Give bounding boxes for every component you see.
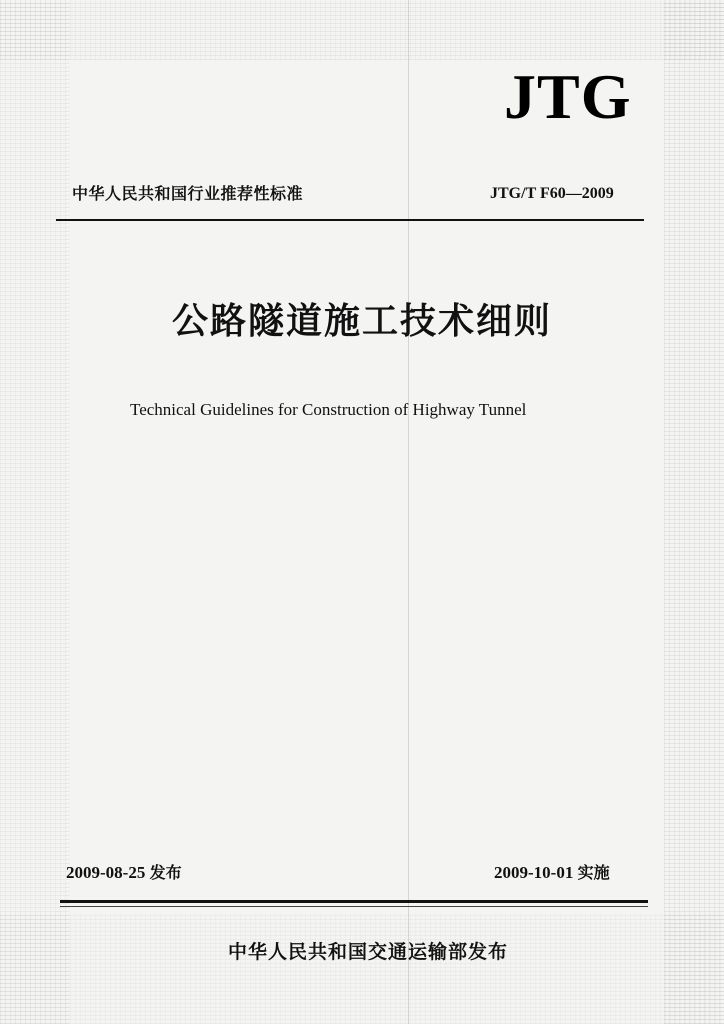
implementation-date-line [494,860,610,886]
implementation-date: 2009-10-01 [494,863,574,882]
scan-noise-top [0,0,724,60]
scan-noise-bottom [0,914,724,1024]
issue-label: 发布 [149,863,182,882]
implementation-label: 实施 [577,863,610,882]
publisher: 中华人民共和国交通运输部发布 [227,941,508,963]
footer-rule-thick [60,900,648,903]
issue-date-line [66,860,182,886]
standard-code: JTG/T F60—2009 [490,185,614,202]
scan-noise-right [664,0,724,1024]
jtg-logo: JTG [504,61,632,132]
footer-rule-thin [60,906,648,907]
issue-date: 2009-08-25 [66,863,146,882]
header-rule [56,219,644,221]
page-fold-line [408,0,409,1024]
scan-noise-left [0,0,70,1024]
title-chinese: 公路隧道施工技术细则 [171,301,552,342]
standard-category: 中华人民共和国行业推荐性标准 [72,184,304,203]
title-english: Technical Guidelines for Construction of Highway Tunnel [130,400,527,419]
